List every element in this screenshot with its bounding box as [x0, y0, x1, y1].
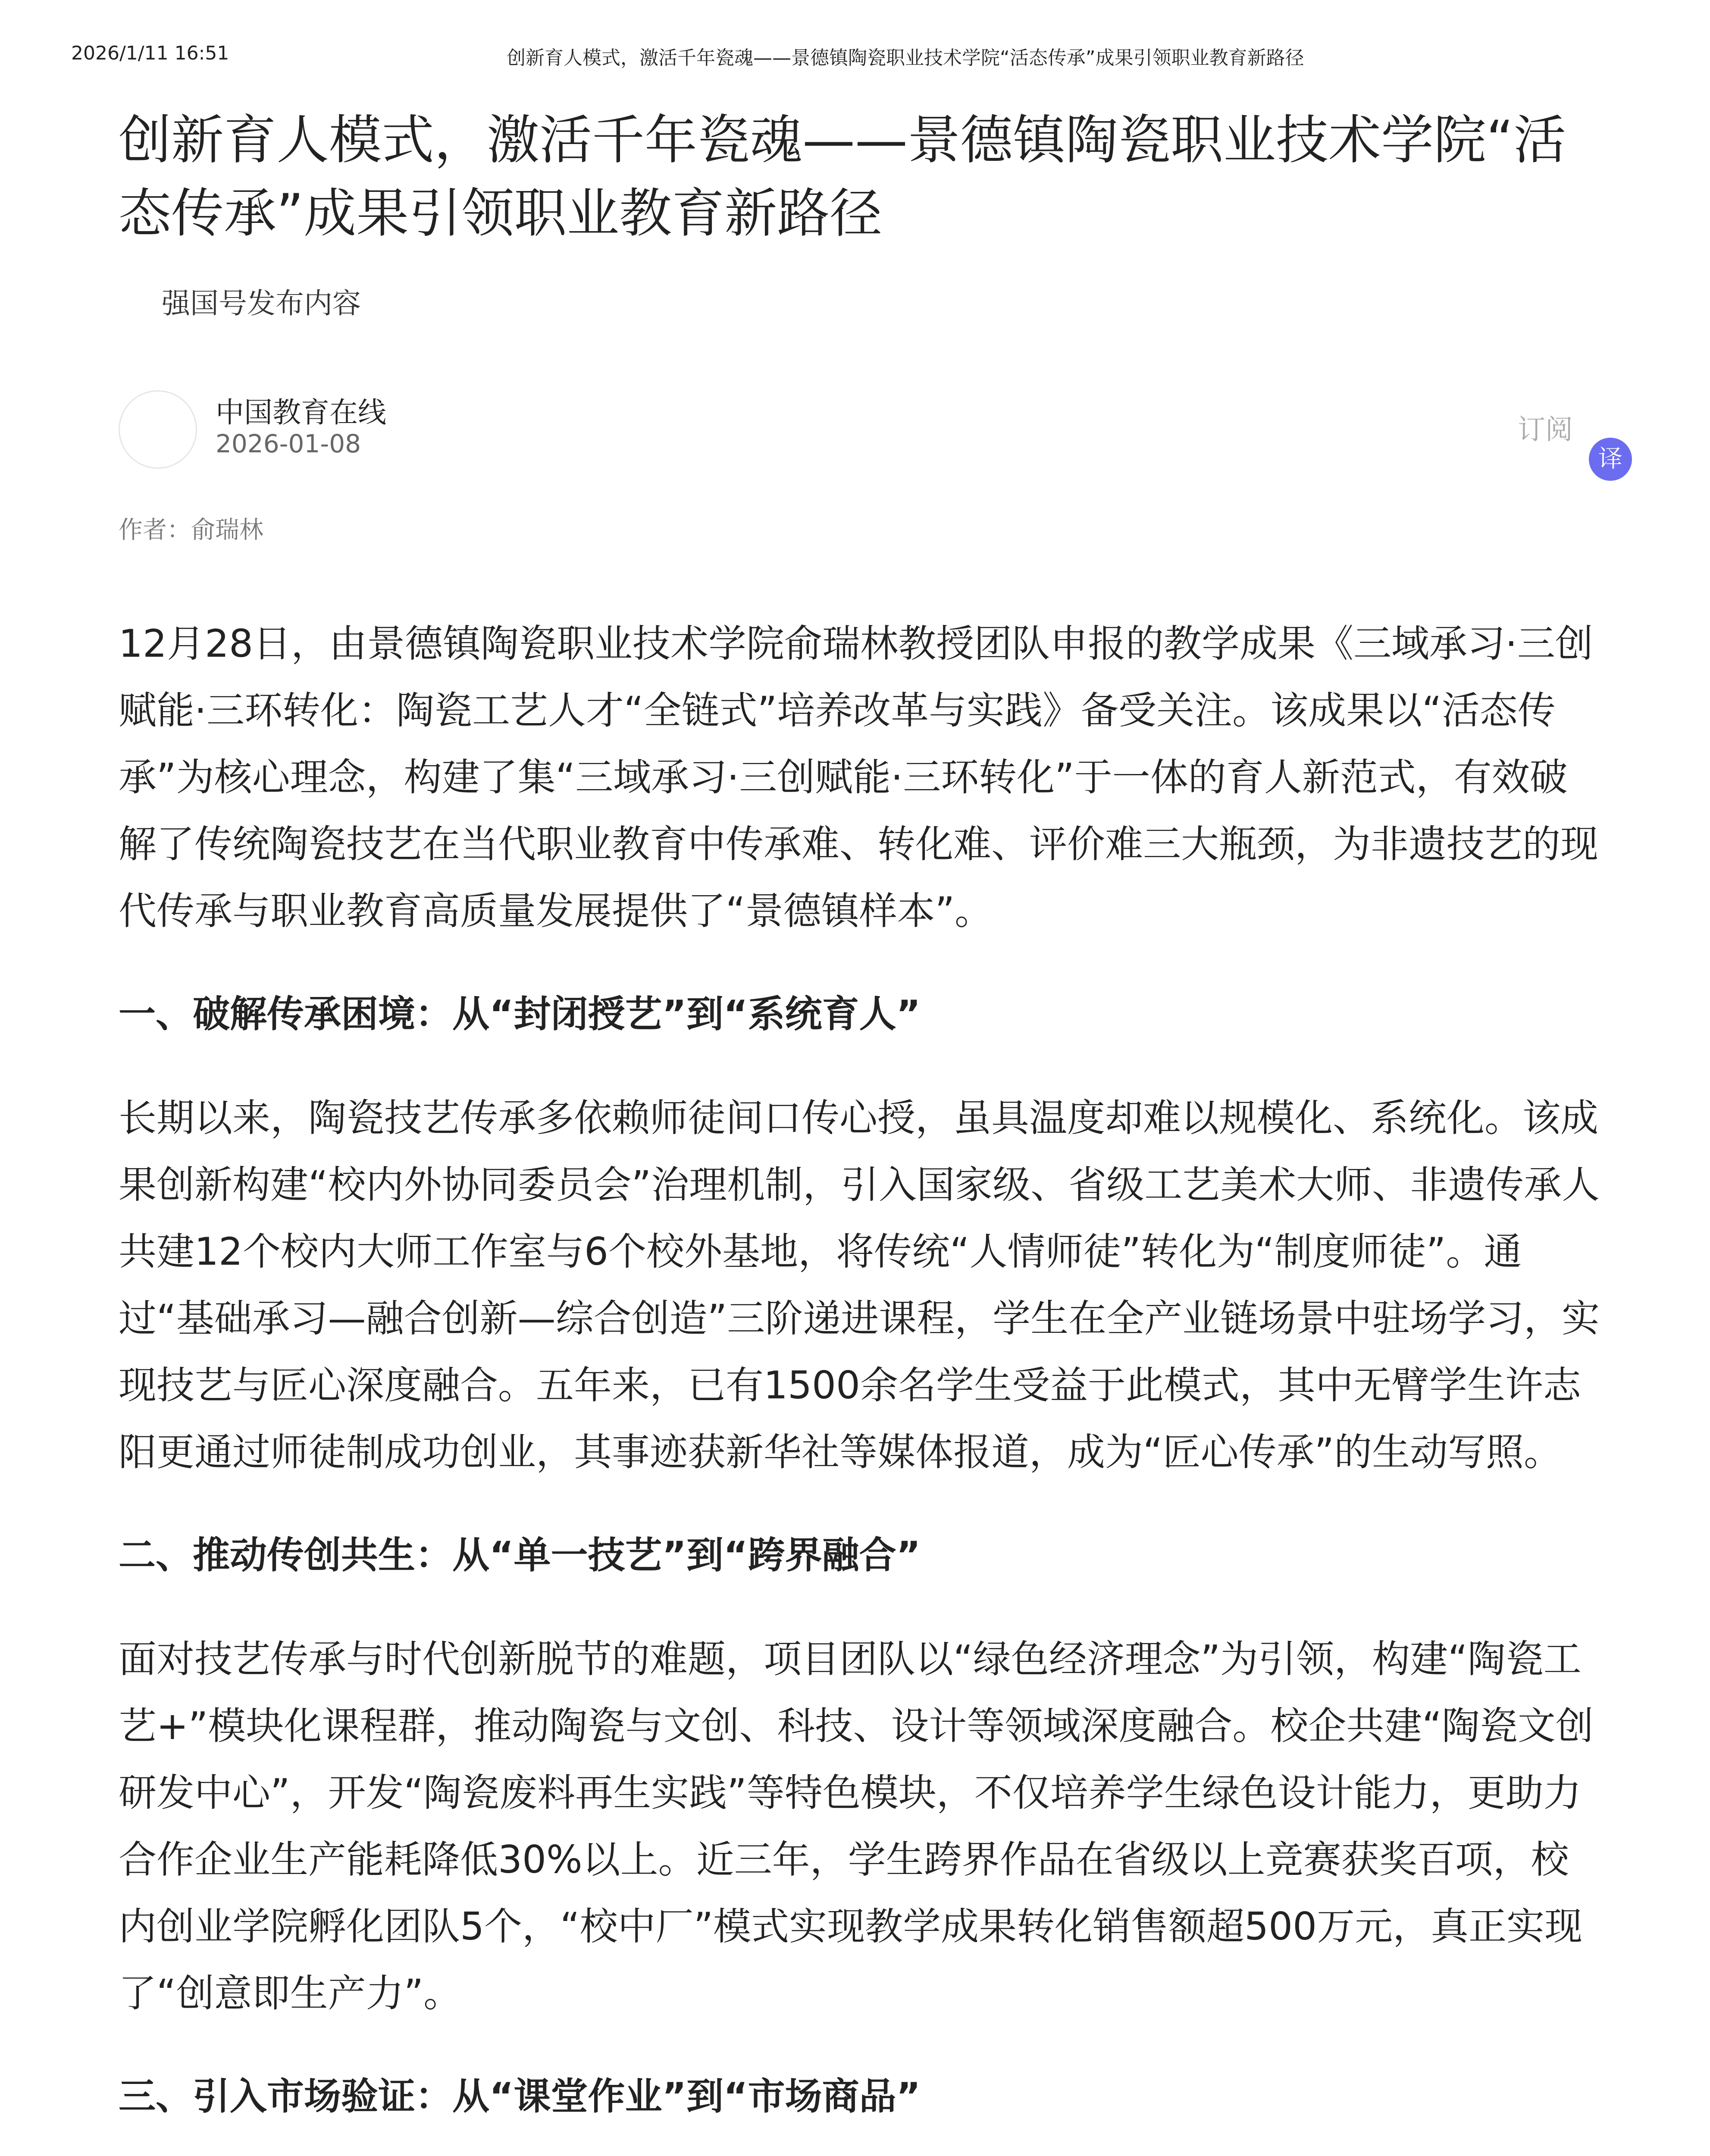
source-name[interactable]: 中国教育在线	[216, 396, 386, 429]
subscribe-button[interactable]: 订阅	[1518, 414, 1573, 446]
article	[119, 103, 1622, 2130]
source-info	[119, 386, 1622, 473]
paragraph-3: 面对技艺传承与时代创新脱节的难题，项目团队以“绿色经济理念”为引领，构建“陶瓷工艺+”模块化课程群，推动陶瓷与文创、科技、设计等领域深度融合。校企共建“陶瓷文创研发中心”，开发“陶瓷废料再生实践”等特色模块，不仅培养学生绿色设计能力，更助力合作企业生产能耗降低30%以上。近三年，学生跨界作品在省级以上竞赛获奖百项，校内创业学院孵化团队5个，“校中厂”模式实现教学成果转化销售额超500万元，真正实现了“创意即生产力”。	[119, 1637, 1594, 2015]
source-tag: 强国号发布内容	[162, 287, 361, 320]
section-heading-2: 二、推动传创共生：从“单一技艺”到“跨界融合”	[119, 1534, 921, 1577]
paragraph-1: 12月28日，由景德镇陶瓷职业技术学院俞瑞林教授团队申报的教学成果《三域承习·三创赋能·三环转化：陶瓷工艺人才“全链式”培养改革与实践》备受关注。该成果以“活态传承”为核心理念，构建了集“三域承习·三创赋能·三环转化”于一体的育人新范式，有效破解了传统陶瓷技艺在当代职业教育中传承难、转化难、评价难三大瓶颈，为非遗技艺的现代传承与职业教育高质量发展提供了“景德镇样本”。	[119, 621, 1599, 933]
section-heading-1: 一、破解传承困境：从“封闭授艺”到“系统育人”	[119, 993, 921, 1036]
avatar[interactable]	[119, 390, 197, 469]
print-header	[0, 0, 1710, 69]
article-title: 创新育人模式，激活千年瓷魂——景德镇陶瓷职业技术学院“活态传承”成果引领职业教育新路径	[119, 110, 1566, 244]
print-page-title: 创新育人模式，激活千年瓷魂——景德镇陶瓷职业技术学院“活态传承”成果引领职业教育新路径	[507, 47, 1304, 69]
print-datetime: 2026/1/11 16:51	[71, 42, 229, 64]
publish-date: 2026-01-08	[216, 429, 361, 458]
section-heading-3: 三、引入市场验证：从“课堂作业”到“市场商品”	[119, 2075, 921, 2118]
byline: 作者：俞瑞林	[119, 516, 263, 544]
translate-icon[interactable]: 译	[1589, 438, 1632, 481]
paragraph-2: 长期以来，陶瓷技艺传承多依赖师徒间口传心授，虽具温度却难以规模化、系统化。该成果创新构建“校内外协同委员会”治理机制，引入国家级、省级工艺美术大师、非遗传承人共建12个校内大师工作室与6个校外基地，将传统“人情师徒”转化为“制度师徒”。通过“基础承习—融合创新—综合创造”三阶递进课程，学生在全产业链场景中驻场学习，实现技艺与匠心深度融合。五年来，已有1500余名学生受益于此模式，其中无臂学生许志阳更通过师徒制成功创业，其事迹获新华社等媒体报道，成为“匠心传承”的生动写照。	[119, 1096, 1600, 1474]
